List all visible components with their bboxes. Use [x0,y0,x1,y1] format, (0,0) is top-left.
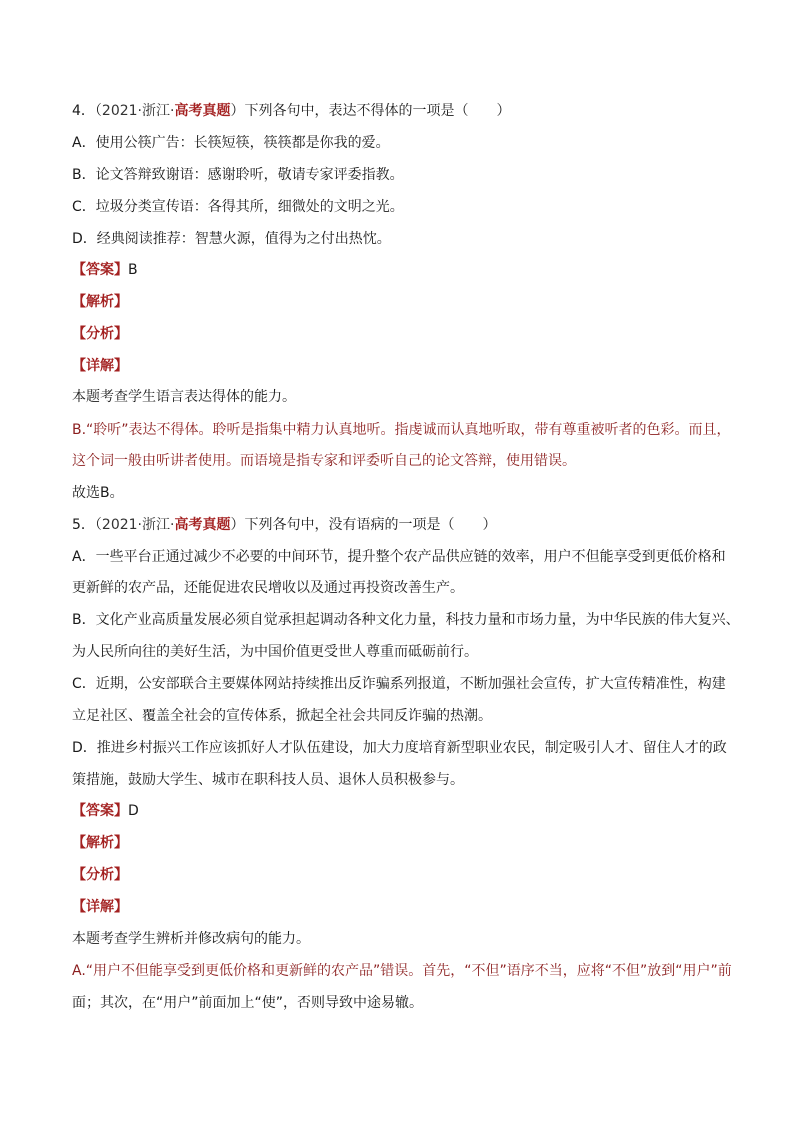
analysis-label: 【解析】 [72,294,128,310]
question-5-number: 5．（ [72,517,102,533]
question-5-option-b-line-2: 为人民所向往的美好生活，为中国价值更受世人尊重而砥砺前行。 [72,644,478,660]
question-5-detail-label [72,897,732,917]
question-4-stem: ）下列各句中，表达不得体的一项是（ ） [230,103,511,119]
question-4-number: 4．（ [72,103,102,119]
question-5-explanation-line-1: A.“用户不但能享受到更低价格和更新鲜的农产品”错误。首先，“不但”语序不当，应将“不但”放到“用户”前 [72,963,732,979]
question-4-source-tag: 高考真题 [174,103,231,119]
question-5-source-tag: 高考真题 [174,517,231,533]
question-4-header [72,101,732,121]
answer-value: B [128,262,138,278]
question-4-option-a: A．使用公筷广告：长筷短筷，筷筷都是你我的爱。 [72,135,390,151]
question-4-explanation-line-1: B.“聆听”表达不得体。聆听是指集中精力认真地听。指虔诚而认真地听取，带有尊重被听者的色彩。而且， [72,422,731,438]
question-5-stem: ）下列各句中，没有语病的一项是（ ） [230,517,497,533]
answer-value: D [128,803,139,819]
question-4-analysis-label [72,292,732,312]
question-5-analysis-label [72,833,732,853]
question-4-year-province: 2021·浙江· [101,103,175,119]
question-5-fenxi-label [72,865,732,885]
question-4-option-d: D．经典阅读推荐：智慧火源，值得为之付出热忱。 [72,231,391,247]
answer-label: 【答案】 [72,262,128,278]
question-4-detail-label [72,356,732,376]
question-5-option-c-line-2: 立足社区、覆盖全社会的宣传体系，掀起全社会共同反诈骗的热潮。 [72,708,492,724]
question-4-conclusion: 故选B。 [72,485,124,501]
question-5-option-c-line-1: C．近期，公安部联合主要媒体网站持续推出反诈骗系列报道，不断加强社会宣传，扩大宣传精准性，构建 [72,676,726,692]
question-5-intro: 本题考查学生辨析并修改病句的能力。 [72,931,310,947]
question-4-option-b: B．论文答辩致谢语：感谢聆听，敬请专家评委指教。 [72,167,404,183]
question-5-option-b-line-1: B．文化产业高质量发展必须自觉承担起调动各种文化力量，科技力量和市场力量，为中华民族的伟大复兴、 [72,612,740,628]
detail-label: 【详解】 [72,899,128,915]
fenxi-label: 【分析】 [72,326,128,342]
fenxi-label: 【分析】 [72,867,128,883]
question-4-option-c: C．垃圾分类宣传语：各得其所，细微处的文明之光。 [72,199,404,215]
question-5-explanation-line-2: 面；其次，在“用户”前面加上“使”，否则导致中途易辙。 [72,995,424,1011]
question-5-option-d-line-1: D．推进乡村振兴工作应该抓好人才队伍建设，加大力度培育新型职业农民，制定吸引人才、留住人才的政 [72,740,727,756]
detail-label: 【详解】 [72,358,128,374]
question-4-explanation-line-2: 这个词一般由听讲者使用。而语境是指专家和评委听自己的论文答辩，使用错误。 [72,453,576,469]
analysis-label: 【解析】 [72,835,128,851]
question-5-answer [72,801,732,821]
question-5-year-province: 2021·浙江· [101,517,175,533]
question-5-option-d-line-2: 策措施，鼓励大学生、城市在职科技人员、退休人员积极参与。 [72,772,464,788]
question-4-answer [72,260,732,280]
question-4-intro: 本题考查学生语言表达得体的能力。 [72,389,296,405]
question-4-fenxi-label [72,324,732,344]
question-5-header [72,515,732,535]
question-5-option-a-line-1: A．一些平台正通过减少不必要的中间环节，提升整个农产品供应链的效率，用户不但能享受到更低价格和 [72,549,726,565]
answer-label: 【答案】 [72,803,128,819]
question-5-option-a-line-2: 更新鲜的农产品，还能促进农民增收以及通过再投资改善生产。 [72,580,464,596]
